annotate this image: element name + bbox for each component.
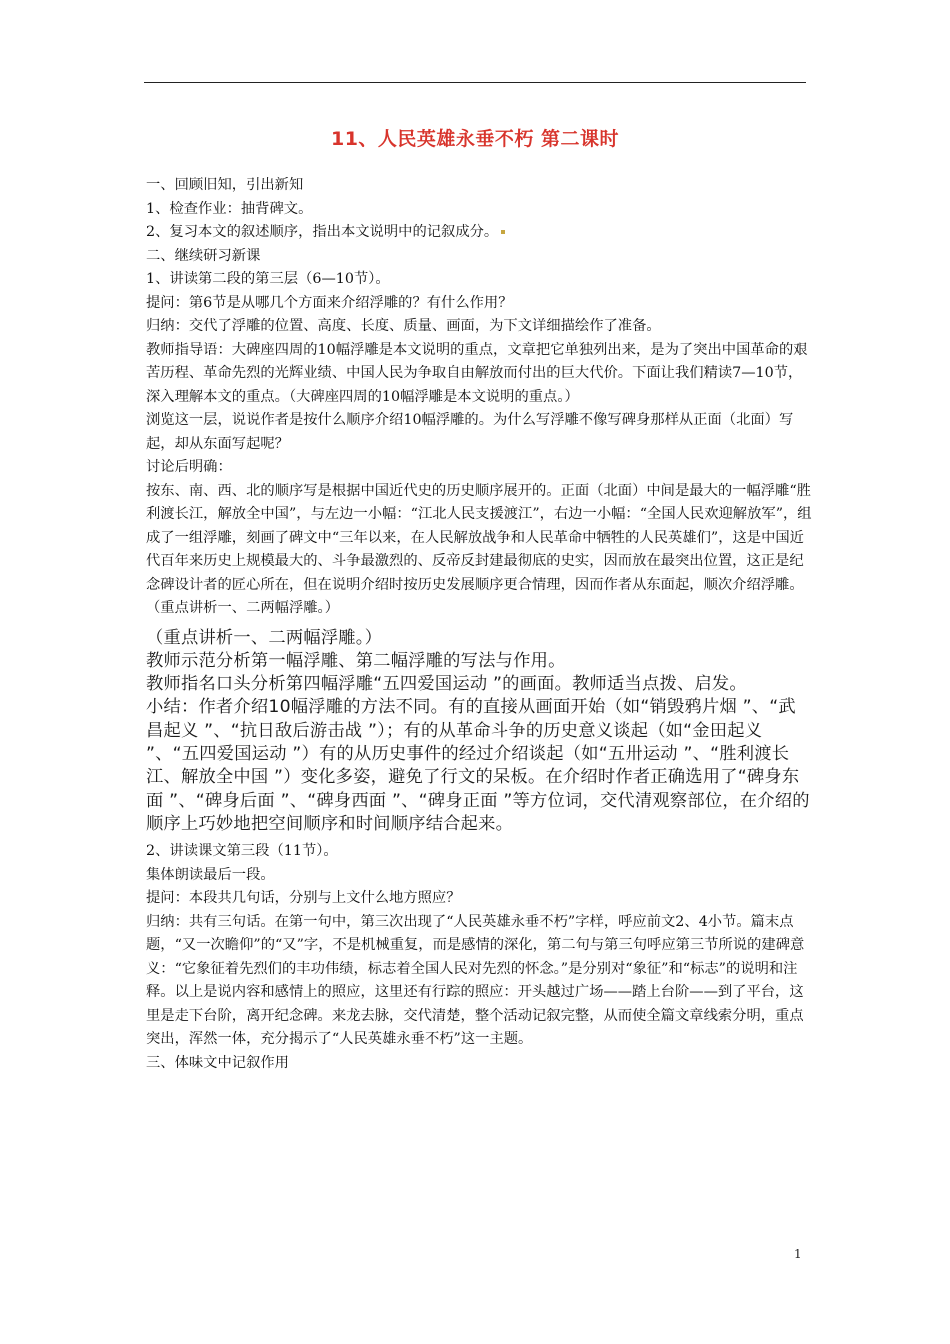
paragraph: 集体朗读最后一段。 — [146, 866, 275, 883]
paragraph: 归纳：共有三句话。在第一句中，第三次出现了“人民英雄永垂不朽”字样，呼应前文2、4小节。篇末点题，“又一次瞻仰”的“又”字，不是机械重复，而是感情的深化，第二句与第三句呼应第三节所说的建碑意义：“它象征着先烈们的丰功伟绩，标志着全国人民对先烈的怀念。”是分别对“象征”和“标志”的说明和注释。以上是说内容和感情上的照应，这里还有行踪的照应：开头越过广场——踏上台阶——到了平台，这里是走下台阶，离开纪念碑。来龙去脉，交代清楚，整个活动记叙完整，从而使全篇文章线索分明，重点突出，浑然一体，充分揭示了“人民英雄永垂不朽”这一主题。 — [146, 913, 805, 1048]
paragraph: 讨论后明确： — [146, 459, 232, 475]
section-heading-1: 一、回顾旧知，引出新知 — [146, 177, 304, 193]
paragraph-with-dot — [146, 221, 812, 245]
paragraph: 教师指导语：大碑座四周的10幅浮雕是本文说明的重点，文章把它单独列出来，是为了突出中国革命的艰苦历程、革命先烈的光辉业绩、中国人民为争取自由解放而付出的巨大代价。下面让我们精读7—10节，深入理解本文的重点。（大碑座四周的10幅浮雕是本文说明的重点。） — [146, 341, 808, 405]
page-title: 11、人民英雄永垂不朽 第二课时 — [330, 128, 620, 150]
paragraph: 归纳：交代了浮雕的位置、高度、长度、质量、画面，为下文详细描绘作了准备。 — [146, 318, 661, 334]
paragraph: 2、讲读课文第三段（11节）。 — [146, 843, 338, 860]
scanned-line: 小结：作者介绍10幅浮雕的方法不同。有的直接从画面开始（如“销毁鸦片烟 ”、“武昌起义 ”、“抗日敌后游击战 ”）；有的从革命斗争的历史意义谈起（如“金田起义 ”、“五四爱国运动 ”）有的从历史事件的经过介绍谈起（如“五卅运动 ”、“胜利渡长江、解放全中国 ”）变化多姿，避免了行文的呆板。在介绍时作者正确选用了“碑身东面 ”、“碑身后面 ”、“碑身西面 ”、“碑身正面 ”等方位词，交代清观察部位，在介绍的顺序上巧妙地把空间顺序和时间顺序结合起来。 — [146, 697, 810, 834]
scanned-line: （重点讲析一、二两幅浮雕。） — [146, 627, 383, 648]
scanned-text-block — [146, 627, 812, 837]
paragraph: 1、讲读第二段的第三层（6—10节）。 — [146, 271, 390, 287]
stray-mark-icon — [501, 230, 505, 234]
paragraph: 浏览这一层，说说作者是按什么顺序介绍10幅浮雕的。为什么写浮雕不像写碑身那样从正面（北面）写起，却从东面写起呢？ — [146, 412, 794, 452]
header-rule — [144, 82, 806, 83]
section-heading-3: 三、体味文中记叙作用 — [146, 1054, 289, 1071]
paragraph: 提问：第6节是从哪几个方面来介绍浮雕的？有什么作用？ — [146, 294, 513, 311]
paragraph: （重点讲析一、二两幅浮雕。） — [146, 600, 340, 616]
scanned-line: 教师示范分析第一幅浮雕、第二幅浮雕的写法与作用。 — [146, 650, 566, 671]
section-heading-2: 二、继续研习新课 — [146, 247, 261, 264]
scanned-line: 教师指名口头分析第四幅浮雕“五四爱国运动 ”的画面。教师适当点拨、启发。 — [146, 674, 747, 695]
paragraph-text: 2、复习本文的叙述顺序，指出本文说明中的记叙成分。 — [146, 224, 499, 240]
paragraph: 按东、南、西、北的顺序写是根据中国近代史的历史顺序展开的。正面（北面）中间是最大的一幅浮雕“胜利渡长江，解放全中国”，与左边一小幅：“江北人民支援渡江”，右边一小幅：“全国人民欢迎解放军”，组成了一组浮雕，刻画了碑文中“三年以来，在人民解放战争和人民革命中牺牲的人民英雄们”，这是中国近代百年来历史上规模最大的、斗争最激烈的、反帝反封建最彻底的史实，因而放在最突出位置，这正是纪念碑设计者的匠心所在，但在说明介绍时按历史发展顺序更合情理，因而作者从东面起，顺次介绍浮雕。 — [146, 482, 812, 593]
paragraph: 提问：本段共几句话，分别与上文什么地方照应？ — [146, 890, 461, 907]
paragraph: 1、检查作业：抽背碑文。 — [146, 200, 313, 217]
page-number: 1 — [794, 1247, 802, 1261]
document-body — [146, 174, 812, 1075]
